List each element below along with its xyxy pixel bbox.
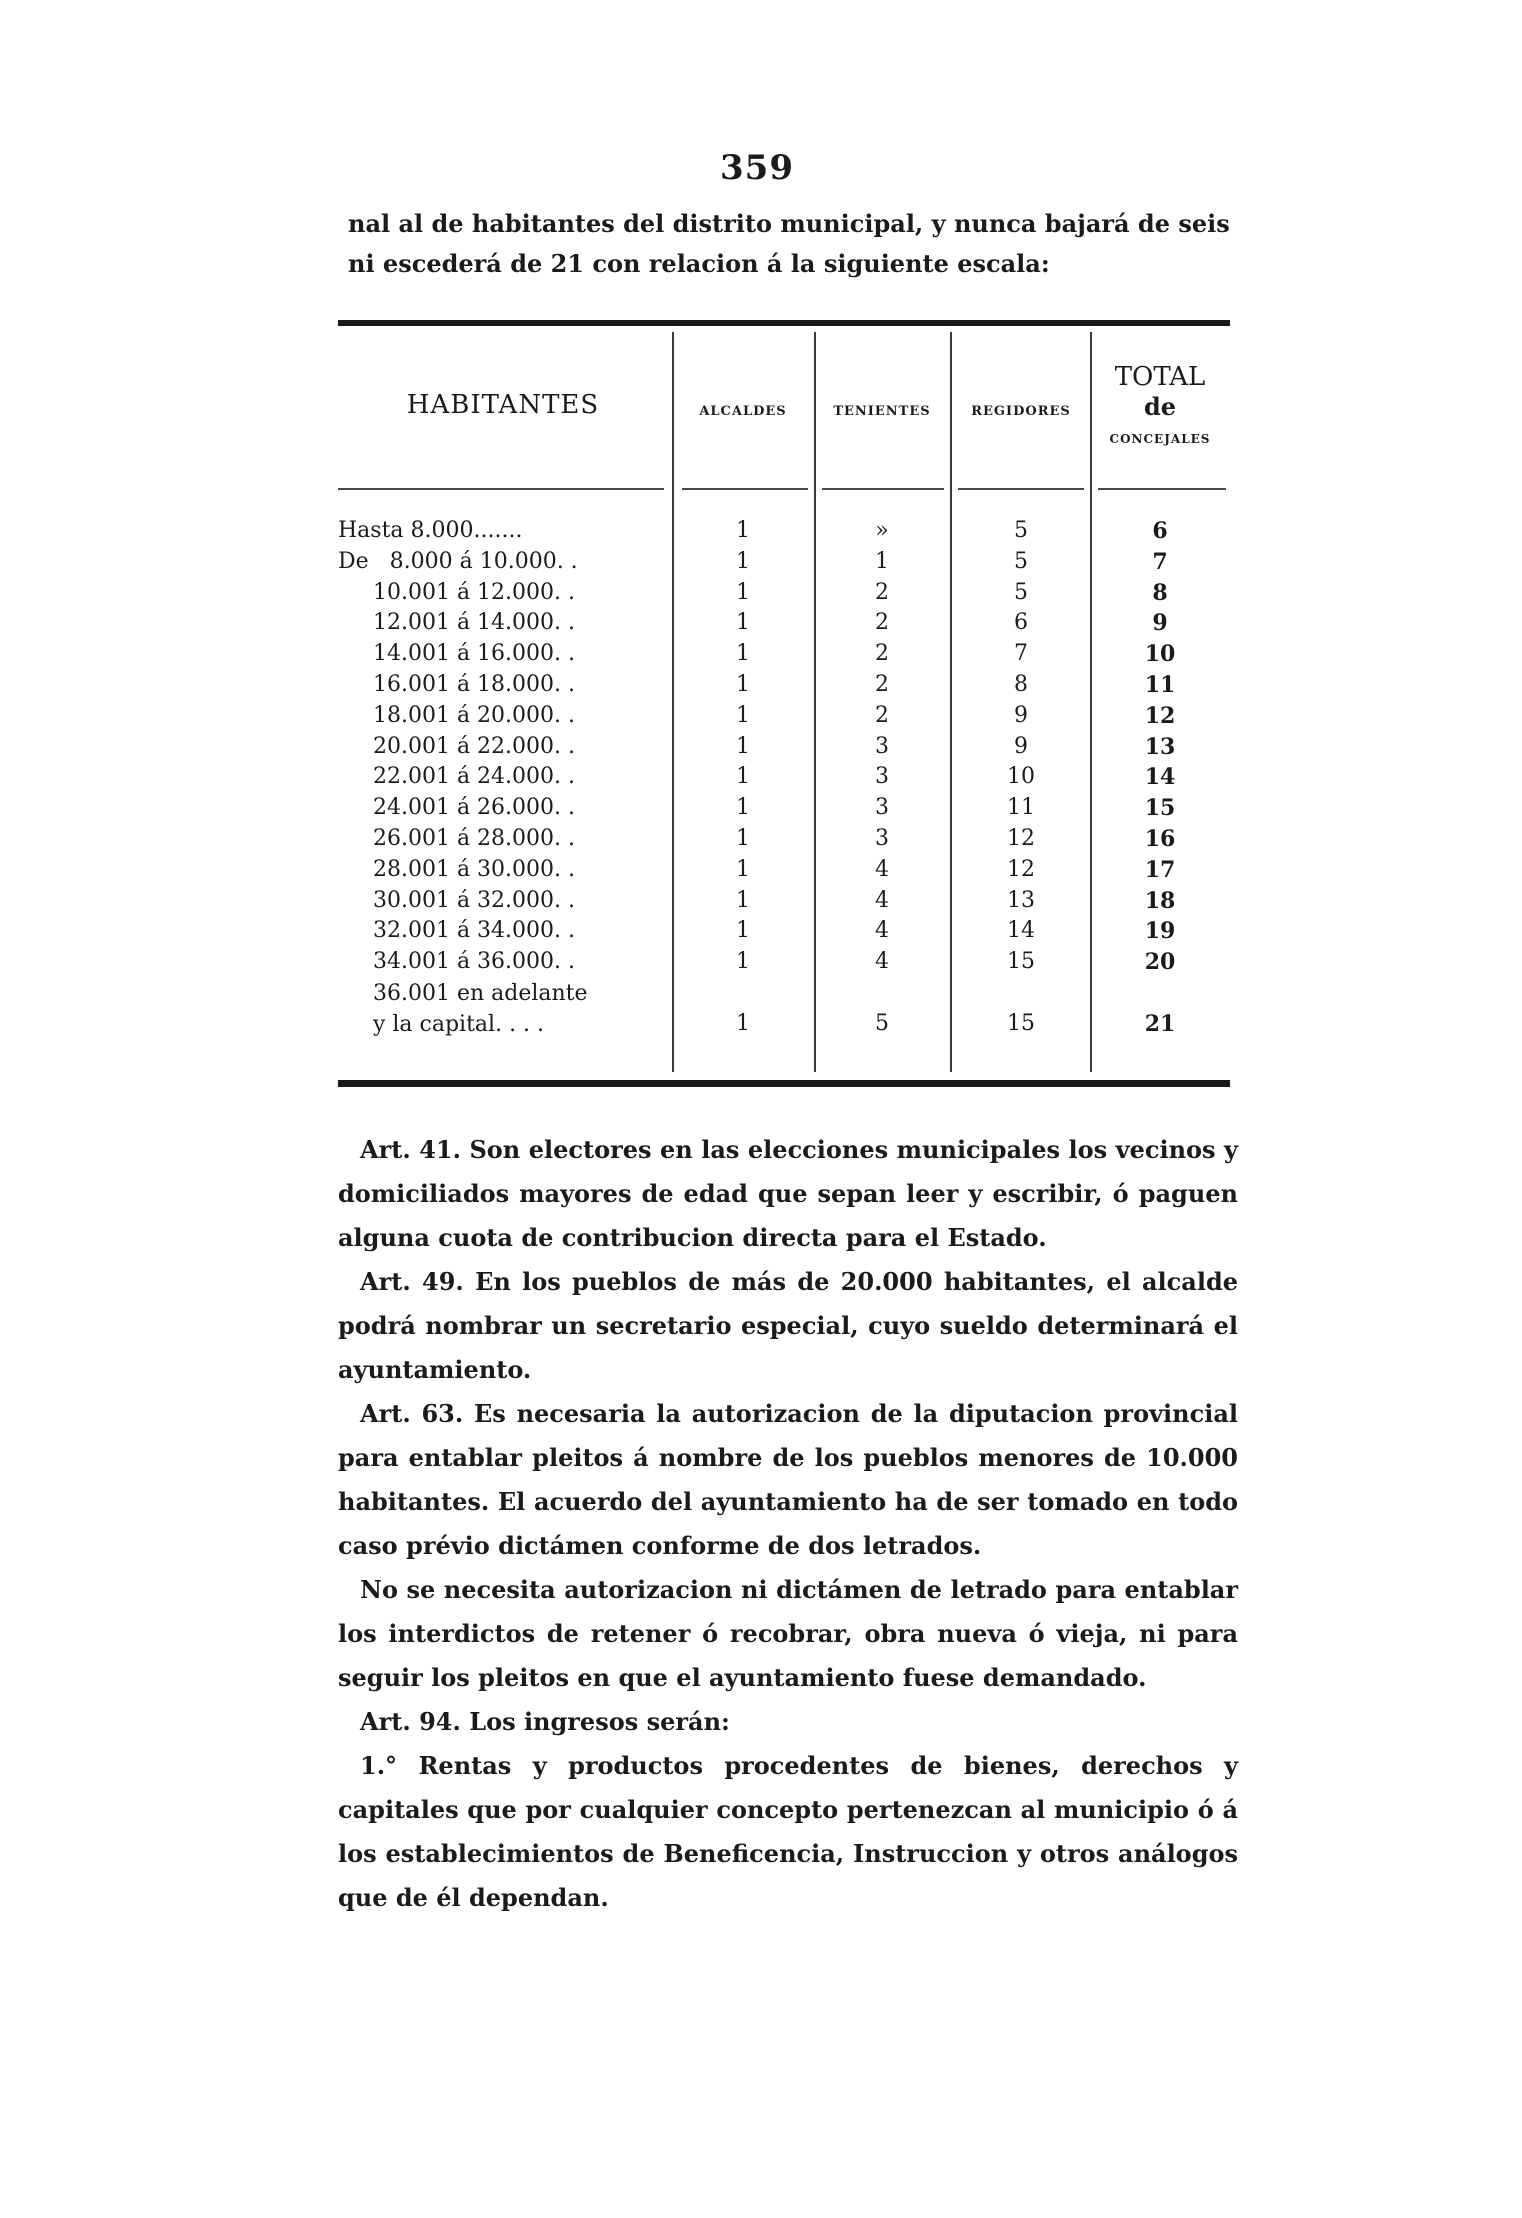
alcaldes-cell: 1: [736, 1010, 750, 1036]
tenientes-cell: 2: [875, 671, 889, 697]
article-paragraph: [338, 1392, 1238, 1568]
habitantes-cell: 26.001 á 28.000. .: [338, 825, 576, 851]
total-cell: 10: [1144, 641, 1176, 668]
total-cell: 8: [1152, 579, 1168, 606]
regidores-cell: 13: [1007, 887, 1035, 913]
table-row: [338, 793, 1230, 824]
total-cell: 9: [1152, 610, 1168, 637]
tenientes-cell: 4: [875, 887, 889, 913]
regidores-cell: 12: [1007, 825, 1035, 851]
total-cell: 14: [1144, 764, 1176, 791]
header-alcaldes: ALCALDES: [699, 404, 787, 419]
table-row: [338, 578, 1230, 609]
habitantes-cell: 32.001 á 34.000. .: [338, 918, 576, 944]
alcaldes-cell: 1: [736, 856, 750, 882]
habitantes-cell: 10.001 á 12.000. .: [338, 579, 576, 605]
header-total-line: CONCEJALES: [1109, 432, 1211, 446]
total-cell: 20: [1144, 949, 1176, 976]
tenientes-cell: 3: [875, 764, 889, 790]
intro-paragraph: [348, 204, 1228, 284]
habitantes-cell: 28.001 á 30.000. .: [338, 856, 576, 882]
tenientes-cell: 2: [875, 641, 889, 667]
article-paragraph: [338, 1568, 1238, 1700]
habitantes-cell: 34.001 á 36.000. .: [338, 949, 576, 975]
header-tenientes: TENIENTES: [833, 404, 931, 419]
article-text: Rentas y productos procedentes de bienes, derechos y capitales que por cualquier concepto pertenezcan al municipio ó á los establecimientos de Beneficencia, Instruccion y otros análogos que de él dependan.: [338, 1751, 1239, 1912]
alcaldes-cell: 1: [736, 518, 750, 543]
total-cell: 13: [1144, 733, 1176, 760]
total-cell: 16: [1144, 825, 1176, 852]
article-text: En los pueblos de más de 20.000 habitantes, el alcalde podrá nombrar un secretario especial, cuyo sueldo determinará el ayuntamiento.: [338, 1267, 1238, 1384]
tenientes-cell: 1: [875, 548, 889, 574]
habitantes-cell: 22.001 á 24.000. .: [338, 764, 576, 790]
article-text: No se necesita autorizacion ni dictámen de letrado para entablar los interdictos de retener ó recobrar, obra nueva ó vieja, ni para seguir los pleitos en que el ayuntamiento fuese demandado.: [338, 1575, 1238, 1692]
article-paragraph: [338, 1260, 1238, 1392]
article-label: Art. 49.: [360, 1267, 464, 1296]
table-row: [338, 670, 1230, 701]
regidores-cell: 6: [1014, 610, 1028, 636]
table-top-rule: [338, 320, 1230, 326]
regidores-cell: 9: [1014, 733, 1028, 759]
regidores-cell: 7: [1014, 641, 1028, 667]
alcaldes-cell: 1: [736, 641, 750, 667]
regidores-cell: 5: [1014, 579, 1028, 605]
tenientes-cell: »: [875, 518, 889, 543]
total-cell: 21: [1144, 1010, 1176, 1037]
table-row: [338, 947, 1230, 978]
alcaldes-cell: 1: [736, 949, 750, 975]
alcaldes-cell: 1: [736, 795, 750, 821]
alcaldes-cell: 1: [736, 887, 750, 913]
regidores-cell: 14: [1007, 918, 1035, 944]
tenientes-cell: 4: [875, 949, 889, 975]
total-cell: 6: [1152, 518, 1168, 544]
article-label: 1.°: [360, 1751, 398, 1780]
regidores-cell: 8: [1014, 671, 1028, 697]
total-cell: 15: [1144, 795, 1176, 822]
alcaldes-cell: 1: [736, 548, 750, 574]
total-cell: 19: [1144, 918, 1176, 945]
article-paragraph: [338, 1128, 1238, 1260]
regidores-cell: 5: [1014, 518, 1028, 543]
habitantes-cell: 30.001 á 32.000. .: [338, 887, 576, 913]
article-paragraph: [338, 1744, 1238, 1920]
habitantes-line: y la capital. . . .: [338, 1011, 545, 1037]
regidores-cell: 15: [1007, 1010, 1035, 1036]
alcaldes-cell: 1: [736, 764, 750, 790]
header-underline: [1098, 488, 1226, 490]
tenientes-cell: 4: [875, 918, 889, 944]
table-row: [338, 701, 1230, 732]
table-row: [338, 762, 1230, 793]
table-row: [338, 608, 1230, 639]
habitantes-cell: [338, 978, 668, 1040]
table-row: [338, 855, 1230, 886]
total-cell: 7: [1152, 548, 1168, 575]
table-body: [338, 516, 1230, 1040]
table-row: [338, 732, 1230, 763]
habitantes-cell: 18.001 á 20.000. .: [338, 702, 576, 728]
intro-line: ni escederá de 21 con relacion á la siguiente escala:: [348, 249, 1050, 278]
habitantes-cell: 14.001 á 16.000. .: [338, 641, 576, 667]
habitantes-line: 36.001 en adelante: [338, 980, 588, 1006]
alcaldes-cell: 1: [736, 610, 750, 636]
tenientes-cell: 3: [875, 733, 889, 759]
table-row: [338, 547, 1230, 578]
header-underline: [682, 488, 808, 490]
alcaldes-cell: 1: [736, 825, 750, 851]
table-row: [338, 824, 1230, 855]
article-label: Art. 41.: [360, 1135, 461, 1164]
article-text: Son electores en las elecciones municipales los vecinos y domiciliados mayores de edad que sepan leer y escribir, ó paguen alguna cuota de contribucion directa para el Estado.: [338, 1135, 1238, 1252]
header-total-line: TOTAL: [1114, 362, 1206, 392]
table-row-last: [338, 978, 1230, 1040]
header-habitantes: HABITANTES: [406, 390, 600, 420]
tenientes-cell: 2: [875, 579, 889, 605]
header-regidores: REGIDORES: [971, 404, 1071, 419]
table-row: [338, 916, 1230, 947]
regidores-cell: 11: [1007, 795, 1035, 821]
regidores-cell: 15: [1007, 949, 1035, 975]
alcaldes-cell: 1: [736, 579, 750, 605]
total-cell: 12: [1144, 702, 1176, 729]
tenientes-cell: 2: [875, 702, 889, 728]
total-cell: 18: [1144, 887, 1176, 914]
habitantes-cell: 20.001 á 22.000. .: [338, 733, 576, 759]
page-number: 359: [720, 148, 794, 188]
tenientes-cell: 3: [875, 825, 889, 851]
article-text: Es necesaria la autorizacion de la diputacion provincial para entablar pleitos á nombre de los pueblos menores de 10.000 habitantes. El acuerdo del ayuntamiento ha de ser tomado en todo caso prévio dictámen conforme de dos letrados.: [338, 1399, 1238, 1560]
alcaldes-cell: 1: [736, 702, 750, 728]
articles-section: [338, 1128, 1238, 1920]
habitantes-cell: 24.001 á 26.000. .: [338, 795, 576, 821]
alcaldes-cell: 1: [736, 671, 750, 697]
total-cell: 11: [1144, 671, 1176, 698]
total-cell: 17: [1144, 856, 1176, 883]
article-label: Art. 94.: [360, 1707, 461, 1736]
habitantes-cell: Hasta 8.000.......: [338, 518, 523, 543]
table-row: [338, 886, 1230, 917]
header-total: [1090, 362, 1230, 454]
header-total-line: de: [1143, 392, 1177, 421]
header-underline: [338, 488, 664, 490]
table-bottom-rule: [338, 1080, 1230, 1087]
regidores-cell: 12: [1007, 856, 1035, 882]
alcaldes-cell: 1: [736, 733, 750, 759]
article-text: Los ingresos serán:: [469, 1707, 730, 1736]
article-label: Art. 63.: [360, 1399, 464, 1428]
habitantes-cell: 16.001 á 18.000. .: [338, 671, 576, 697]
habitantes-cell: De 8.000 á 10.000. .: [338, 548, 578, 574]
alcaldes-cell: 1: [736, 918, 750, 944]
tenientes-cell: 2: [875, 610, 889, 636]
tenientes-cell: 4: [875, 856, 889, 882]
regidores-cell: 10: [1007, 764, 1035, 790]
regidores-cell: 9: [1014, 702, 1028, 728]
habitantes-cell: 12.001 á 14.000. .: [338, 610, 576, 636]
intro-line: nal al de habitantes del distrito municipal, y nunca bajará de seis: [348, 209, 1230, 238]
tenientes-cell: 3: [875, 795, 889, 821]
regidores-cell: 5: [1014, 548, 1028, 574]
header-underline: [958, 488, 1084, 490]
article-paragraph: [338, 1700, 1238, 1744]
tenientes-cell: 5: [875, 1010, 889, 1036]
header-underline: [822, 488, 944, 490]
table-row: [338, 516, 1230, 547]
table-row: [338, 639, 1230, 670]
council-scale-table: [338, 320, 1230, 1090]
